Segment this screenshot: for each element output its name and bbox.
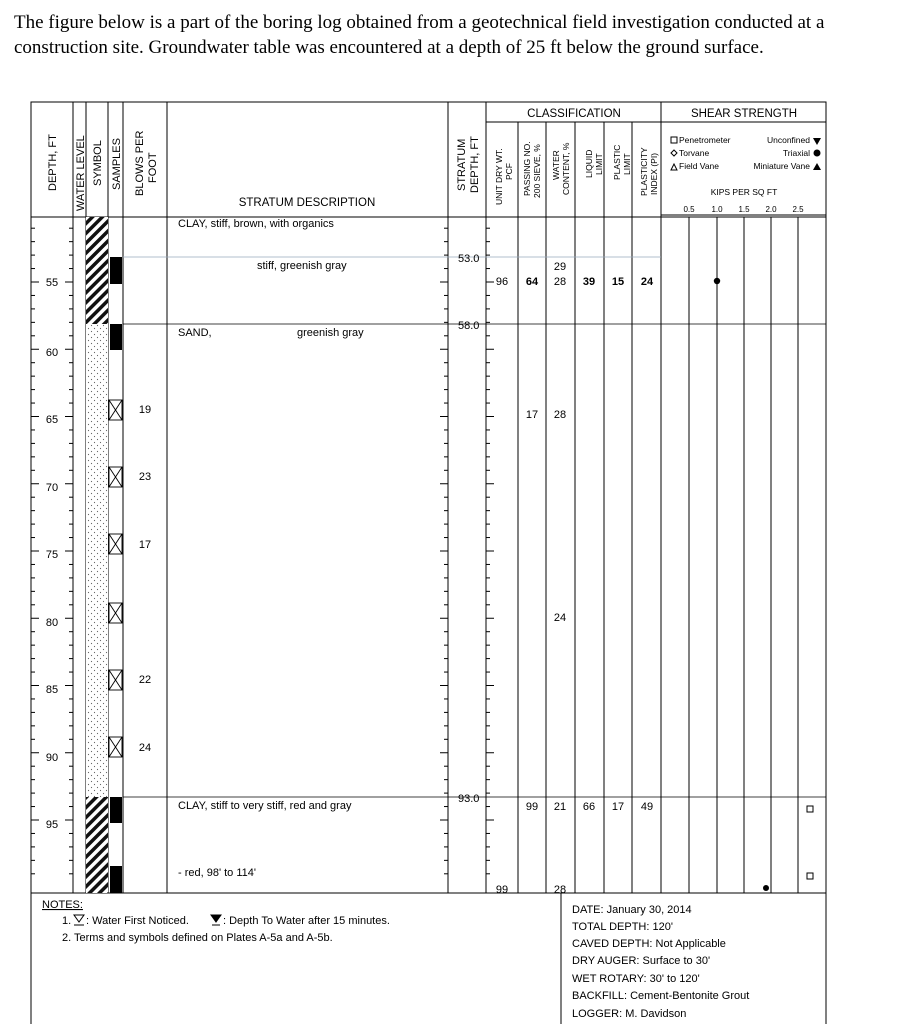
stratum-description: SAND, [178,327,212,339]
stratum-description: stiff, greenish gray [257,260,347,272]
water-after-15-minutes-icon [211,915,221,925]
split-spoon-markers [109,400,122,757]
unit-dry-wt-unit: PCF [504,163,514,180]
stratum-description: CLAY, stiff, brown, with organics [178,218,334,230]
depth-label: 95 [45,819,59,831]
stratum-depth-header: STRATUM [456,138,468,191]
penetrometer-symbol [671,137,677,143]
unconfined-symbol [813,138,821,145]
split-spoon-sample [109,400,122,420]
sand-symbol [86,324,108,797]
problem-statement: The figure below is a part of the boring log obtained from a geotechnical field investigation conducted at a construction site. Groundwater table was encountered at a depth of 25 ft below the ground surface. [14,12,825,58]
water-content-value: 28 [553,409,567,421]
classification-header: CLASSIFICATION [527,108,621,120]
plasticity-index-header: PLASTICITY [639,147,649,196]
depth-header: DEPTH, FT [47,134,59,191]
depth-label: 75 [45,549,59,561]
notes-title: NOTES: [42,899,83,911]
table-frame [31,102,826,1024]
depth-label: 60 [45,347,59,359]
field-vane-label: Field Vane [679,161,720,171]
shear-strength-legend [671,135,821,214]
info-line [572,990,749,1002]
liquid-limit-value: 39 [582,276,596,288]
miniature-vane-label: Miniature Vane [753,161,810,171]
triaxial-point [763,885,769,891]
info-value: Surface to 30' [642,955,711,967]
tube-sample [110,324,122,350]
plastic-limit-value: 17 [611,801,625,813]
miniature-vane-symbol [813,163,821,170]
passing-200-value: 17 [525,409,539,421]
depth-label: 80 [45,617,59,629]
depth-label: 90 [45,752,59,764]
depth-label: 70 [45,482,59,494]
info-line [572,1008,686,1020]
info-value: January 30, 2014 [606,904,692,916]
blow-count: 24 [138,742,152,754]
water-content-value: 21 [553,801,567,813]
liquid-limit-header: LIQUID [584,149,594,178]
passing-200-value: 99 [525,801,539,813]
boring-info [572,904,749,1020]
plasticity-index-value: 24 [640,276,654,288]
triaxial-point [714,278,720,284]
penetrometer-point [807,806,813,812]
liquid-limit-unit: LIMIT [594,153,604,175]
stratum-description: greenish gray [297,327,364,339]
clay-symbol [86,797,108,893]
scale-tick-label: 0.5 [683,205,695,214]
info-line [572,938,726,950]
note-number: 1. [62,915,72,927]
scale-tick-label: 2.0 [765,205,777,214]
tube-sample [110,797,122,823]
clay-symbol [86,217,108,324]
split-spoon-sample [109,603,122,623]
scale-tick-label: 1.0 [711,205,723,214]
blows-header: BLOWS PER [134,130,146,196]
water-content-header: WATER [551,150,561,180]
stratum-descriptions [178,218,364,879]
info-line [572,973,700,985]
scale-tick-label: 2.5 [792,205,804,214]
stratum-depths [458,253,479,805]
plastic-limit-header: PLASTIC [612,144,622,180]
passing-200-header: PASSING NO. [522,141,532,196]
unconfined-label: Unconfined [766,135,810,145]
split-spoon-sample [109,534,122,554]
water-first-noticed-icon [74,915,84,925]
split-spoon-sample [109,670,122,690]
samples-header: SAMPLES [111,138,123,190]
blows-header-unit: FOOT [147,152,159,183]
torvane-label: Torvane [679,148,710,158]
info-label: LOGGER: [572,1008,623,1020]
stratum-depth: 93.0 [458,793,480,805]
info-line [572,904,692,916]
info-label: TOTAL DEPTH: [572,921,650,933]
scale-tick-label: 1.5 [738,205,750,214]
plastic-limit-unit: LIMIT [622,153,632,175]
split-spoon-sample [109,737,122,757]
depth-label: 55 [45,277,59,289]
water-content-value: 28 [553,884,567,896]
info-label: DATE: [572,904,604,916]
kips-units: KIPS PER SQ FT [710,187,778,197]
blow-counts [139,404,151,754]
depth-label: 85 [45,684,59,696]
triaxial-label: Triaxial [782,148,810,158]
unit-dry-wt-header: UNIT DRY WT. [494,148,504,205]
torvane-symbol [671,150,677,156]
passing-200-unit: 200 SIEVE, % [532,144,542,198]
field-vane-symbol [671,164,677,170]
info-label: WET ROTARY: [572,973,647,985]
info-value: M. Davidson [625,1008,687,1020]
stratum-description: - red, 98' to 114' [178,867,256,879]
notes [42,899,390,944]
water-content-value: 28 [553,276,567,288]
blow-count: 22 [138,674,152,686]
info-value: 30' to 120' [649,973,700,985]
plasticity-index-value: 49 [640,801,654,813]
water-level-header: WATER LEVEL [75,135,87,211]
info-label: CAVED DEPTH: [572,938,653,950]
info-label: DRY AUGER: [572,955,640,967]
stratum-description-header: STRATUM DESCRIPTION [238,197,376,209]
unit-dry-wt-value: 99 [495,884,509,896]
plastic-limit-value: 15 [611,276,625,288]
info-line [572,921,673,933]
blow-count: 19 [138,404,152,416]
note-text: : Water First Noticed. [86,915,189,927]
stratum-depth: 58.0 [458,320,480,332]
info-value: Cement-Bentonite Grout [630,990,750,1002]
triaxial-symbol [814,150,821,157]
unit-dry-wt-value: 96 [495,276,509,288]
penetrometer-label: Penetrometer [679,135,731,145]
blow-count: 23 [138,471,152,483]
liquid-limit-value: 66 [582,801,596,813]
info-value: Not Applicable [655,938,726,950]
tube-sample [110,866,122,893]
info-label: BACKFILL: [572,990,628,1002]
water-content-value: 29 [553,261,567,273]
soil-symbol-column [86,217,108,893]
water-content-value: 24 [553,612,567,624]
note-text: 2. Terms and symbols defined on Plates A-5a and A-5b. [62,932,333,944]
note-text: : Depth To Water after 15 minutes. [223,915,390,927]
plasticity-index-unit: INDEX (PI) [649,152,659,195]
info-line [572,955,710,967]
shear-strength-header: SHEAR STRENGTH [690,108,798,120]
stratum-boundaries [123,257,826,797]
stratum-description: CLAY, stiff to very stiff, red and gray [178,800,352,812]
depth-label: 65 [45,414,59,426]
penetrometer-point [807,873,813,879]
symbol-header: SYMBOL [92,140,104,186]
stratum-depth-header-unit: DEPTH, FT [469,136,481,193]
water-content-unit: CONTENT, % [561,142,571,195]
sample-markers [110,257,122,893]
split-spoon-sample [109,467,122,487]
info-value: 120' [652,921,673,933]
passing-200-value: 64 [525,276,539,288]
blow-count: 17 [138,539,152,551]
tube-sample [110,257,122,284]
depth-labels [46,277,58,831]
stratum-depth: 53.0 [458,253,480,265]
